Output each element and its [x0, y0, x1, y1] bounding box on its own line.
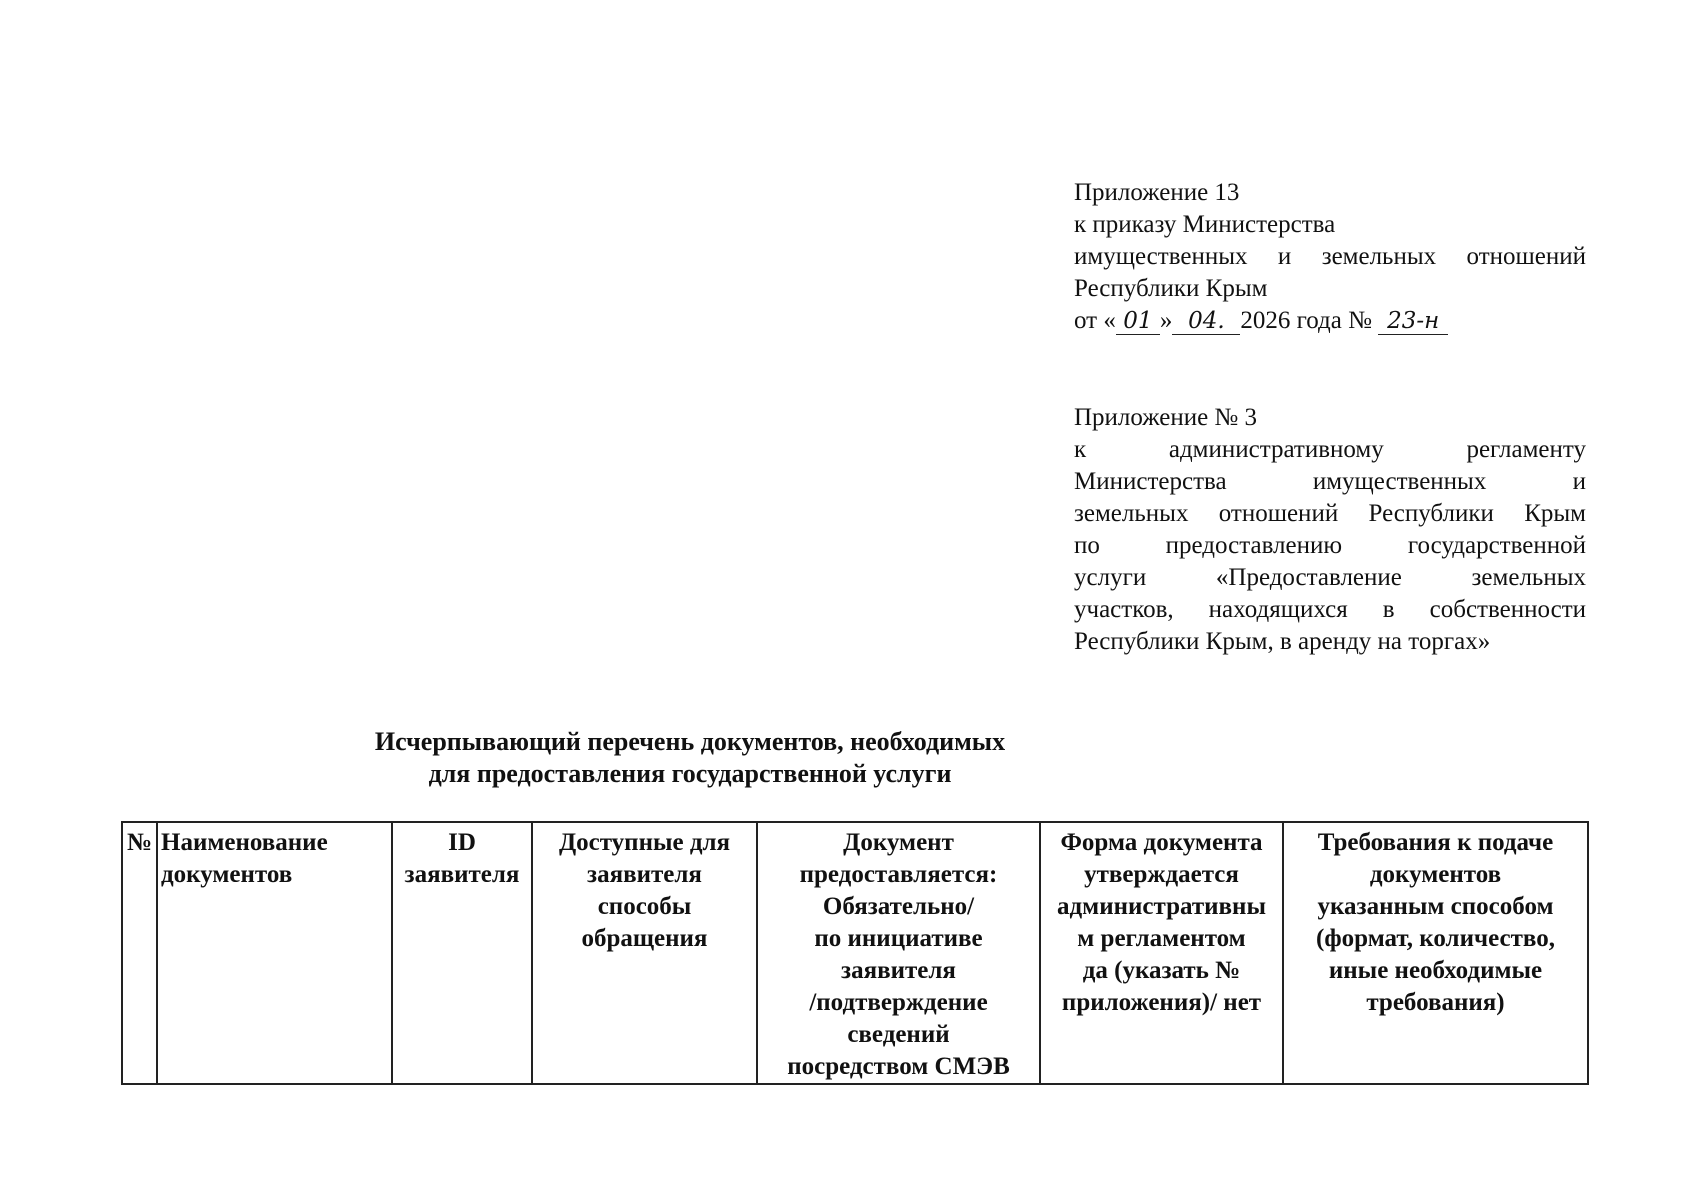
- header-submission-requirements: Требования к подаче документов указанным способом (формат, количество, иные необходимые требования): [1283, 822, 1588, 1084]
- annex-3-line: услуги «Предоставление земельных: [1074, 564, 1586, 591]
- date-month-handwritten: 04.: [1172, 308, 1240, 335]
- annex-3-line: участков, находящихся в собственности: [1074, 596, 1586, 623]
- date-prefix: от «: [1074, 307, 1116, 334]
- annex-13-date-line: [1074, 305, 1586, 337]
- annex-3-line: Министерства имущественных и: [1074, 468, 1586, 495]
- annex-13-republic: Республики Крым: [1074, 275, 1268, 302]
- annex-3-line: Приложение № 3: [1074, 404, 1258, 431]
- table-header-row: [122, 822, 1588, 1084]
- annex-3-line: по предоставлению государственной: [1074, 532, 1586, 559]
- annex-13-order-ref: к приказу Министерства: [1074, 211, 1336, 238]
- annex-3-line: земельных отношений Республики Крым: [1074, 500, 1586, 527]
- annex-3-header: [1074, 402, 1586, 658]
- header-applicant-id: ID заявителя: [392, 822, 532, 1084]
- header-document-provision: Документ предоставляется: Обязательно/ по инициативе заявителя /подтверждение сведений посредством СМЭВ: [757, 822, 1040, 1084]
- annex-3-line: к административному регламенту: [1074, 436, 1586, 463]
- annex-13-header: [1074, 177, 1586, 337]
- header-number: №: [122, 822, 157, 1084]
- date-year: 2026 года №: [1240, 307, 1372, 334]
- document-title-line-1: Исчерпывающий перечень документов, необходимых: [374, 727, 1006, 756]
- date-mid: »: [1159, 307, 1173, 334]
- document-title: [0, 726, 1380, 790]
- document-title-line-2: для предоставления государственной услуги: [428, 759, 952, 788]
- annex-13-ministry: имущественных и земельных отношений: [1074, 243, 1586, 270]
- annex-13-title: Приложение 13: [1074, 179, 1240, 206]
- date-day-handwritten: 01: [1116, 308, 1160, 335]
- header-document-form: Форма документа утверждается административны м регламентом да (указать № приложения)/ нет: [1040, 822, 1283, 1084]
- annex-3-line: Республики Крым, в аренду на торгах»: [1074, 628, 1491, 655]
- header-document-name: Наименование документов: [157, 822, 392, 1084]
- header-application-methods: Доступные для заявителя способы обращения: [532, 822, 757, 1084]
- order-number-handwritten: 23-н: [1378, 308, 1448, 335]
- documents-table: [121, 821, 1589, 1085]
